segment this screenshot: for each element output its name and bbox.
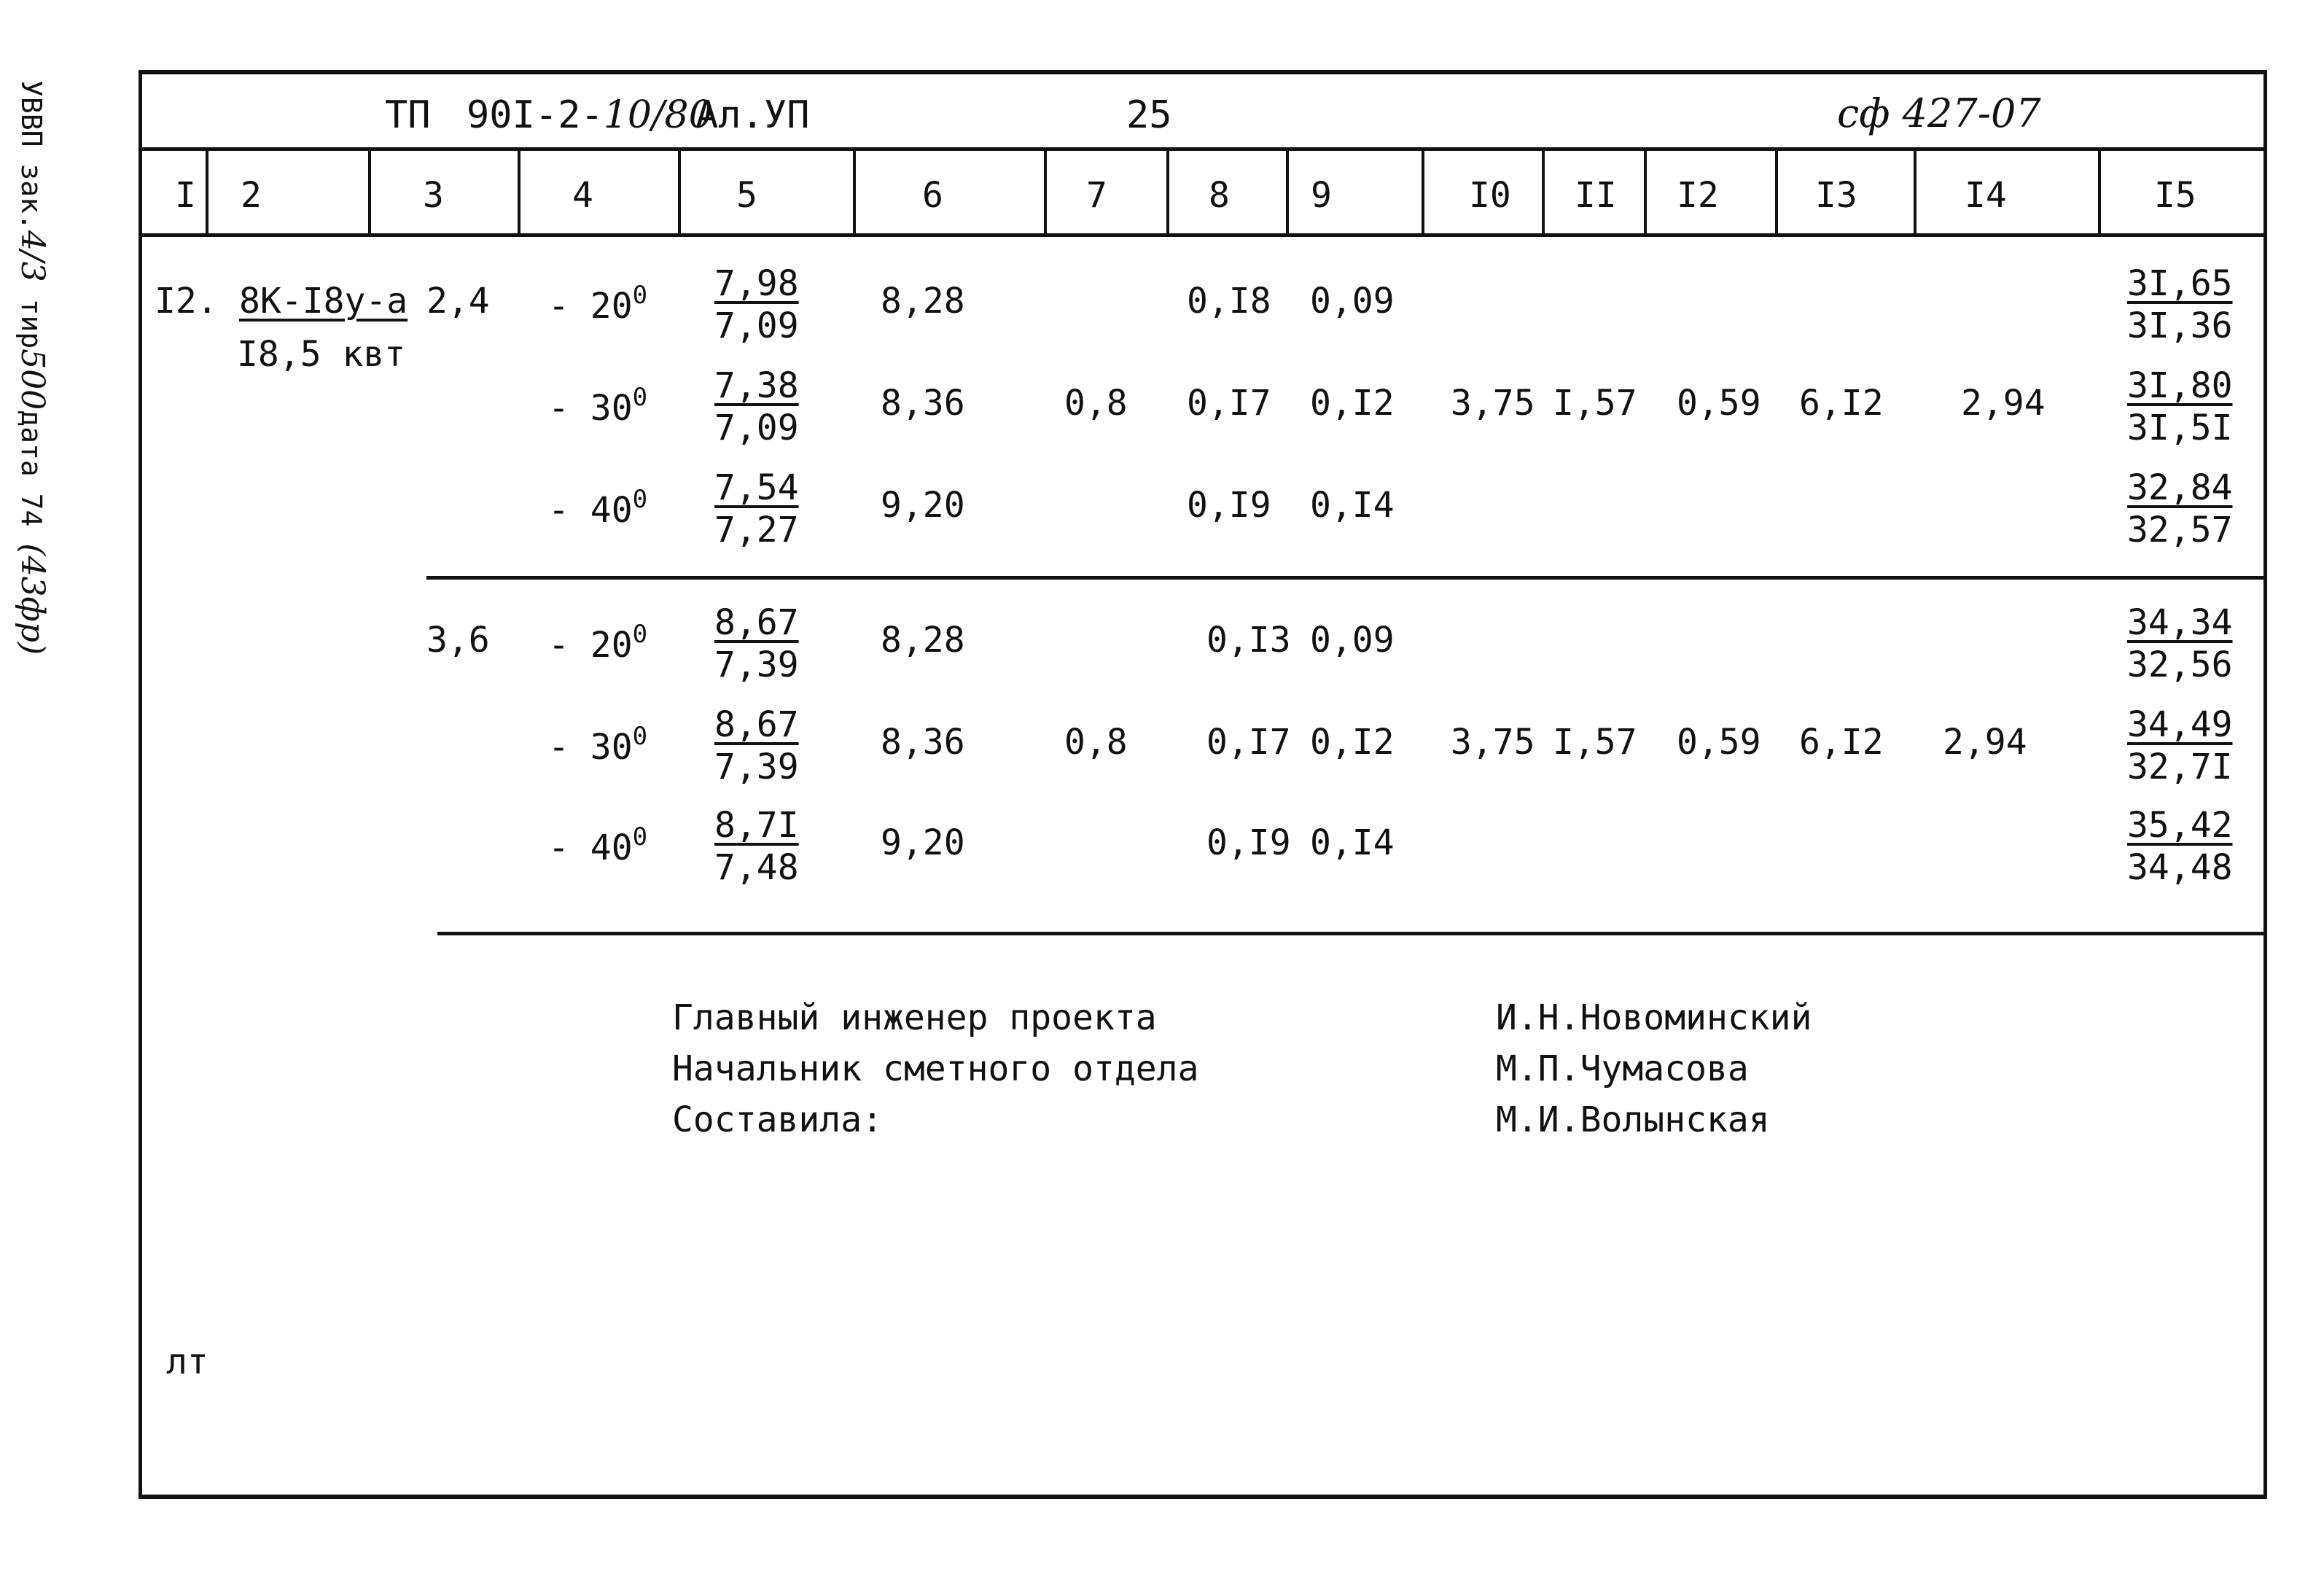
signature-role-estimates-head: Начальник сметного отдела: [672, 1048, 1199, 1089]
table-cell: 8,28: [881, 620, 965, 661]
table-cell: 0,59: [1677, 383, 1761, 424]
col-sep-9: [1422, 149, 1424, 235]
col-sep-12: [1775, 149, 1778, 235]
side-stamp-note: [14, 80, 51, 655]
table-cell-temp: - $40^0$: [548, 485, 648, 531]
stamp-tir-label: тир: [15, 298, 47, 349]
table-cell: 2,94: [1943, 722, 2027, 763]
table-cell-fraction: $\frac{7,98}{7,09}$: [714, 263, 799, 346]
table-cell: 8,28: [881, 281, 965, 322]
col-sep-8: [1286, 149, 1289, 235]
table-bottom-divider: [437, 932, 2267, 935]
col-header-2: 2: [241, 175, 262, 216]
table-cell: 0,I7: [1187, 383, 1271, 424]
table-cell: 0,8: [1064, 722, 1128, 763]
col-header-5: 5: [736, 175, 757, 216]
col-sep-5: [853, 149, 856, 235]
row-power: I8,5 квт: [237, 334, 406, 375]
table-cell: I,57: [1553, 383, 1637, 424]
signature-name-compiler: М.И.Волынская: [1496, 1099, 1770, 1140]
col-sep-6: [1044, 149, 1047, 235]
table-cell: 0,I3: [1206, 620, 1291, 661]
header-project-hand: 10/80: [603, 93, 713, 137]
table-cell: 0,I2: [1310, 383, 1395, 424]
table-cell-fraction: $\frac{8,67}{7,39}$: [714, 704, 799, 787]
col-sep-14: [2098, 149, 2101, 235]
header-page-number: 25: [1126, 93, 1172, 137]
table-cell: 0,I9: [1187, 485, 1271, 526]
col-header-13: I3: [1815, 175, 1857, 216]
table-cell: 0,09: [1310, 620, 1395, 661]
col-sep-2: [368, 149, 371, 235]
group-divider: [426, 576, 2267, 580]
stamp-date: дата 74: [15, 410, 47, 527]
row-model: 8К-I8у-а: [239, 281, 408, 322]
header-project: [467, 93, 713, 137]
table-cell: 0,I8: [1187, 281, 1271, 322]
signature-role-chief-engineer: Главный инженер проекта: [672, 997, 1157, 1038]
table-cell: 6,I2: [1799, 383, 1884, 424]
table-cell: 9,20: [881, 822, 965, 863]
stamp-extra: (43фр): [14, 543, 51, 655]
header-project-number: 90I-2-: [467, 93, 604, 137]
col-header-11: II: [1575, 175, 1617, 216]
footer-mark: лт: [166, 1341, 208, 1382]
col-header-9: 9: [1311, 175, 1332, 216]
col-header-8: 8: [1209, 175, 1230, 216]
table-cell-fraction: $\frac{8,67}{7,39}$: [714, 602, 799, 685]
group2-col3: 3,6: [426, 620, 490, 661]
table-cell: 0,I4: [1310, 485, 1395, 526]
header-code: ТП: [385, 93, 431, 137]
table-cell-fraction: $\frac{7,54}{7,27}$: [714, 467, 799, 550]
col-header-7: 7: [1086, 175, 1107, 216]
col-header-14: I4: [1965, 175, 2007, 216]
table-cell-temp: - $30^0$: [548, 722, 648, 768]
table-cell-fraction: $\frac{32,84}{32,57}$: [2127, 467, 2233, 550]
col-sep-10: [1542, 149, 1545, 235]
header-album: Ал.УП: [695, 93, 810, 137]
group1-col3: 2,4: [426, 281, 490, 322]
col-sep-3: [518, 149, 520, 235]
table-cell: 9,20: [881, 485, 965, 526]
signature-name-estimates-head: М.П.Чумасова: [1496, 1048, 1749, 1089]
table-cell-fraction: $\frac{34,34}{32,56}$: [2127, 602, 2233, 685]
col-sep-1: [206, 149, 208, 235]
col-header-10: I0: [1469, 175, 1511, 216]
table-cell: 8,36: [881, 722, 965, 763]
stamp-label: УВВП зак.: [15, 80, 47, 230]
signature-name-chief-engineer: И.Н.Новоминский: [1496, 997, 1812, 1038]
table-cell: 2,94: [1961, 383, 2046, 424]
col-header-3: 3: [423, 175, 444, 216]
col-header-15: I5: [2154, 175, 2196, 216]
table-cell: 0,I9: [1206, 822, 1291, 863]
table-cell: 8,36: [881, 383, 965, 424]
table-cell-fraction: $\frac{34,49}{32,7I}$: [2127, 704, 2233, 787]
table-cell: I,57: [1553, 722, 1637, 763]
table-cell: 3,75: [1451, 383, 1535, 424]
table-cell: 6,I2: [1799, 722, 1884, 763]
col-sep-13: [1914, 149, 1916, 235]
table-cell-fraction: $\frac{8,7I}{7,48}$: [714, 805, 799, 888]
table-cell: 0,I4: [1310, 822, 1395, 863]
col-header-1: I: [175, 175, 196, 216]
table-cell: 0,59: [1677, 722, 1761, 763]
col-header-12: I2: [1677, 175, 1719, 216]
signature-role-compiler: Составила:: [672, 1099, 883, 1140]
column-number-divider: [139, 233, 2267, 237]
col-sep-4: [678, 149, 681, 235]
table-cell-fraction: $\frac{35,42}{34,48}$: [2127, 805, 2233, 888]
stamp-order: 4/3: [14, 230, 51, 282]
table-cell-temp: - $30^0$: [548, 383, 648, 429]
table-cell-fraction: $\frac{7,38}{7,09}$: [714, 365, 799, 448]
col-sep-11: [1644, 149, 1647, 235]
stamp-count: 500: [14, 348, 51, 410]
table-cell: 0,I7: [1206, 722, 1291, 763]
table-cell: 0,8: [1064, 383, 1128, 424]
table-cell: 3,75: [1451, 722, 1535, 763]
row-number: I2.: [155, 281, 218, 322]
table-cell: 0,I2: [1310, 722, 1395, 763]
col-header-6: 6: [922, 175, 943, 216]
table-cell-temp: - $40^0$: [548, 822, 648, 868]
table-cell-fraction: $\frac{3I,65}{3I,36}$: [2127, 263, 2233, 346]
col-sep-7: [1166, 149, 1169, 235]
col-header-4: 4: [572, 175, 593, 216]
table-cell-fraction: $\frac{3I,80}{3I,5I}$: [2127, 365, 2233, 448]
table-cell-temp: - $20^0$: [548, 281, 648, 327]
header-sheet-hand: сф 427-07: [1837, 90, 2041, 136]
table-cell-temp: - $20^0$: [548, 620, 648, 666]
table-cell: 0,09: [1310, 281, 1395, 322]
header-divider: [139, 147, 2267, 151]
